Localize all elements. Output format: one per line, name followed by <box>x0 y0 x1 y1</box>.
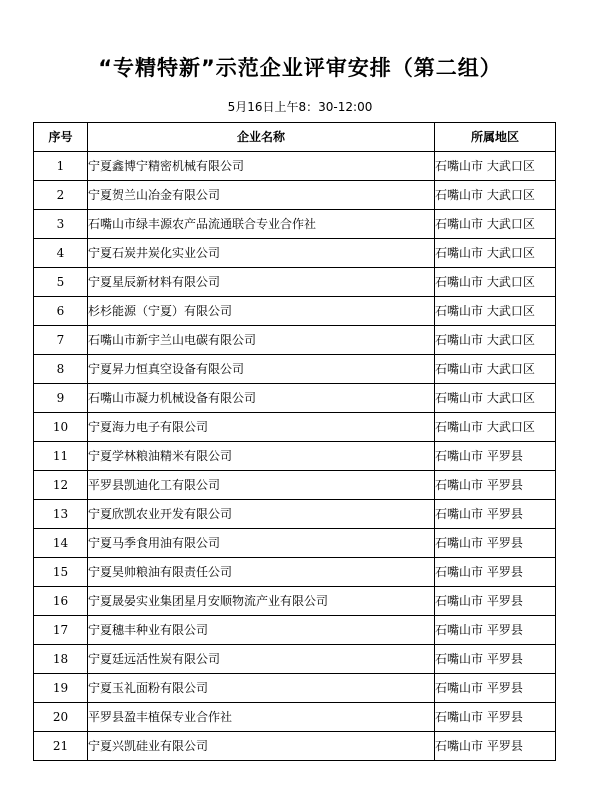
row-company-name: 宁夏贺兰山冶金有限公司 <box>88 181 435 210</box>
header-index: 序号 <box>34 123 88 152</box>
row-region: 石嘴山市 平罗县 <box>435 616 556 645</box>
table-row <box>34 529 556 558</box>
row-region: 石嘴山市 平罗县 <box>435 442 556 471</box>
table-row <box>34 442 556 471</box>
table-row <box>34 587 556 616</box>
row-index: 3 <box>34 210 88 239</box>
table-header-row <box>34 123 556 152</box>
table-row <box>34 674 556 703</box>
row-index: 8 <box>34 355 88 384</box>
row-index: 5 <box>34 268 88 297</box>
row-region: 石嘴山市 大武口区 <box>435 210 556 239</box>
table-row <box>34 384 556 413</box>
row-region: 石嘴山市 平罗县 <box>435 529 556 558</box>
row-index: 2 <box>34 181 88 210</box>
row-company-name: 石嘴山市新宇兰山电碳有限公司 <box>88 326 435 355</box>
row-company-name: 平罗县凯迪化工有限公司 <box>88 471 435 500</box>
row-company-name: 宁夏晟晏实业集团星月安顺物流产业有限公司 <box>88 587 435 616</box>
row-index: 18 <box>34 645 88 674</box>
table-row <box>34 645 556 674</box>
table-row <box>34 326 556 355</box>
row-index: 21 <box>34 732 88 761</box>
row-region: 石嘴山市 大武口区 <box>435 268 556 297</box>
row-company-name: 宁夏欣凯农业开发有限公司 <box>88 500 435 529</box>
table-row <box>34 732 556 761</box>
row-index: 15 <box>34 558 88 587</box>
row-index: 14 <box>34 529 88 558</box>
row-index: 11 <box>34 442 88 471</box>
row-company-name: 平罗县盈丰植保专业合作社 <box>88 703 435 732</box>
row-company-name: 宁夏马季食用油有限公司 <box>88 529 435 558</box>
row-company-name: 石嘴山市绿丰源农产品流通联合专业合作社 <box>88 210 435 239</box>
table-row <box>34 210 556 239</box>
row-index: 4 <box>34 239 88 268</box>
row-region: 石嘴山市 平罗县 <box>435 558 556 587</box>
row-company-name: 宁夏鑫博宁精密机械有限公司 <box>88 152 435 181</box>
row-region: 石嘴山市 大武口区 <box>435 297 556 326</box>
row-index: 1 <box>34 152 88 181</box>
row-region: 石嘴山市 平罗县 <box>435 732 556 761</box>
row-company-name: 宁夏海力电子有限公司 <box>88 413 435 442</box>
header-region: 所属地区 <box>435 123 556 152</box>
row-region: 石嘴山市 大武口区 <box>435 384 556 413</box>
row-company-name: 宁夏学林粮油精米有限公司 <box>88 442 435 471</box>
row-index: 17 <box>34 616 88 645</box>
row-index: 12 <box>34 471 88 500</box>
table-row <box>34 152 556 181</box>
table-row <box>34 471 556 500</box>
row-region: 石嘴山市 平罗县 <box>435 587 556 616</box>
row-region: 石嘴山市 平罗县 <box>435 471 556 500</box>
row-company-name: 宁夏昇力恒真空设备有限公司 <box>88 355 435 384</box>
table-row <box>34 703 556 732</box>
table-row <box>34 558 556 587</box>
row-index: 7 <box>34 326 88 355</box>
table-row <box>34 500 556 529</box>
table-row <box>34 413 556 442</box>
table-row <box>34 616 556 645</box>
table-row <box>34 239 556 268</box>
schedule-time: 5月16日上午8：30-12:00 <box>227 100 373 114</box>
row-index: 9 <box>34 384 88 413</box>
row-region: 石嘴山市 大武口区 <box>435 413 556 442</box>
row-index: 20 <box>34 703 88 732</box>
row-company-name: 宁夏星辰新材料有限公司 <box>88 268 435 297</box>
row-region: 石嘴山市 平罗县 <box>435 674 556 703</box>
row-region: 石嘴山市 平罗县 <box>435 500 556 529</box>
table-body <box>34 152 556 761</box>
row-region: 石嘴山市 大武口区 <box>435 181 556 210</box>
row-index: 19 <box>34 674 88 703</box>
row-company-name: 石嘴山市凝力机械设备有限公司 <box>88 384 435 413</box>
row-index: 6 <box>34 297 88 326</box>
row-company-name: 宁夏石炭井炭化实业公司 <box>88 239 435 268</box>
row-region: 石嘴山市 平罗县 <box>435 645 556 674</box>
row-company-name: 宁夏玉礼面粉有限公司 <box>88 674 435 703</box>
row-company-name: 宁夏昊帅粮油有限责任公司 <box>88 558 435 587</box>
table-row <box>34 268 556 297</box>
row-index: 16 <box>34 587 88 616</box>
row-company-name: 宁夏兴凯硅业有限公司 <box>88 732 435 761</box>
table-row <box>34 355 556 384</box>
row-index: 13 <box>34 500 88 529</box>
row-region: 石嘴山市 大武口区 <box>435 152 556 181</box>
table-row <box>34 181 556 210</box>
header-company-name: 企业名称 <box>88 123 435 152</box>
row-region: 石嘴山市 大武口区 <box>435 239 556 268</box>
schedule-table <box>33 122 556 761</box>
row-company-name: 杉杉能源（宁夏）有限公司 <box>88 297 435 326</box>
row-index: 10 <box>34 413 88 442</box>
row-company-name: 宁夏廷远活性炭有限公司 <box>88 645 435 674</box>
row-region: 石嘴山市 平罗县 <box>435 703 556 732</box>
row-company-name: 宁夏穗丰种业有限公司 <box>88 616 435 645</box>
table-row <box>34 297 556 326</box>
row-region: 石嘴山市 大武口区 <box>435 326 556 355</box>
row-region: 石嘴山市 大武口区 <box>435 355 556 384</box>
document-title: “专精特新”示范企业评审安排（第二组） <box>98 56 502 80</box>
